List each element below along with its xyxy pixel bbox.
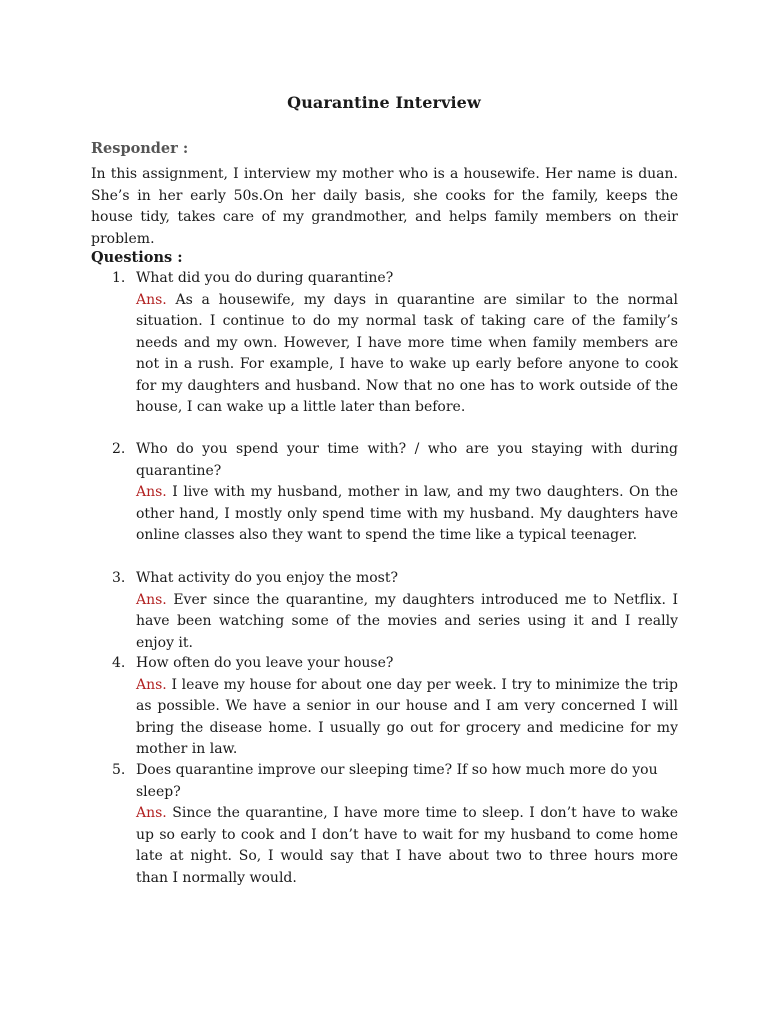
questions-heading: Questions : xyxy=(91,249,183,266)
question-body xyxy=(136,760,678,889)
question-number: 3. xyxy=(112,570,126,586)
answer-paragraph xyxy=(136,803,678,889)
question-body xyxy=(136,653,678,761)
answer-label: Ans. xyxy=(136,291,167,308)
answer-paragraph xyxy=(136,290,678,419)
question-body xyxy=(136,568,678,654)
answer-text: As a housewife, my days in quarantine are similar to the normal situation. I continue to do my normal task of taking care of the family’s needs and my own. However, I have more time when family members are not in a rush. For example, I have to wake up early before anyone to cook for my daughters and husband. Now that no one has to work outside of the house, I can wake up a little later than before. xyxy=(136,291,678,415)
answer-paragraph xyxy=(136,675,678,761)
question-text: Who do you spend your time with? / who are you staying with during quarantine? xyxy=(136,441,678,479)
answer-paragraph xyxy=(136,482,678,547)
answer-text: Ever since the quarantine, my daughters introduced me to Netflix. I have been watching some of the movies and series using it and I really enjoy it. xyxy=(136,591,678,651)
responder-heading: Responder : xyxy=(91,140,189,157)
question-text: How often do you leave your house? xyxy=(136,655,394,671)
page-title: Quarantine Interview xyxy=(287,93,481,112)
question-text: What activity do you enjoy the most? xyxy=(136,570,398,586)
answer-text: I leave my house for about one day per week. I try to minimize the trip as possible. We have a senior in our house and I am very concerned I will bring the disease home. I usually go out for grocery and medicine for my mother in law. xyxy=(136,676,678,757)
question-number: 1. xyxy=(112,270,126,286)
question-number: 5. xyxy=(112,762,126,778)
question-text: What did you do during quarantine? xyxy=(136,270,394,286)
question-number: 2. xyxy=(112,441,126,457)
answer-text: Since the quarantine, I have more time to sleep. I don’t have to wake up so early to cook and I don’t have to wait for my husband to come home late at night. So, I would say that I have about two to three hours more than I normally would. xyxy=(136,805,678,886)
answer-label: Ans. xyxy=(136,805,167,821)
answer-label: Ans. xyxy=(136,591,167,608)
intro-paragraph: In this assignment, I interview my mother who is a housewife. Her name is duan. She’s in her early 50s.On her daily basis, she cooks for the family, keeps the house tidy, takes care of my grandmother, and helps family members on their problem. xyxy=(91,166,678,247)
question-number: 4. xyxy=(112,655,126,671)
question-body xyxy=(136,268,678,419)
answer-label: Ans. xyxy=(136,676,167,693)
question-body xyxy=(136,439,678,547)
answer-text: I live with my husband, mother in law, and my two daughters. On the other hand, I mostly only spend time with my husband. My daughters have online classes also they want to spend the time like a typical teenager. xyxy=(136,484,678,543)
answer-paragraph xyxy=(136,590,678,655)
question-text: Does quarantine improve our sleeping time? If so how much more do you sleep? xyxy=(136,762,658,800)
answer-label: Ans. xyxy=(136,484,167,500)
